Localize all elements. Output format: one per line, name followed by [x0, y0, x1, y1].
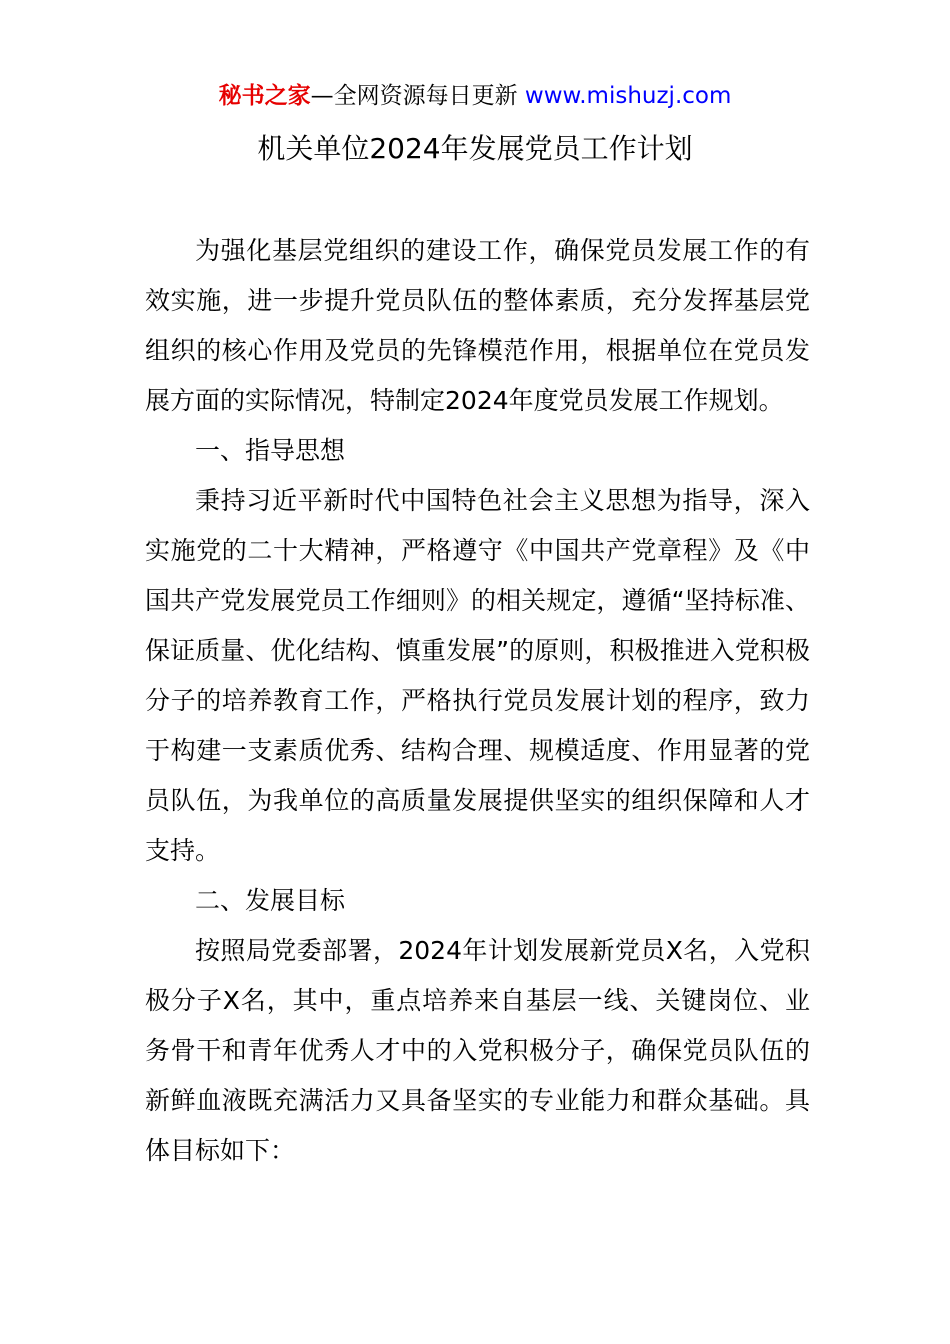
brand-name: 秘书之家: [218, 83, 311, 109]
document-body: [145, 226, 810, 1176]
document-title: 机关单位2024年发展党员工作计划: [257, 132, 693, 165]
guiding-ideology-paragraph: 秉持习近平新时代中国特色社会主义思想为指导，深入实施党的二十大精神，严格遵守《中国共产党章程》及《中国共产党发展党员工作细则》的相关规定，遵循“坚持标准、保证质量、优化结构、慎重发展”的原则，积极推进入党积极分子的培养教育工作，严格执行党员发展计划的程序，致力于构建一支素质优秀、结构合理、规模适度、作用显著的党员队伍，为我单位的高质量发展提供坚实的组织保障和人才支持。: [145, 486, 810, 865]
site-url-link[interactable]: www.mishuzj.com: [524, 83, 732, 109]
intro-paragraph: 为强化基层党组织的建设工作，确保党员发展工作的有效实施，进一步提升党员队伍的整体素质，充分发挥基层党组织的核心作用及党员的先锋模范作用，根据单位在党员发展方面的实际情况，特制定2024年度党员发展工作规划。: [145, 236, 810, 415]
section-heading-development-goals: 二、发展目标: [195, 886, 346, 915]
section-heading-guiding-ideology: 一、指导思想: [195, 436, 346, 465]
header-tagline: —全网资源每日更新: [310, 83, 525, 109]
site-header: [0, 80, 950, 112]
development-goals-paragraph: 按照局党委部署，2024年计划发展新党员X名，入党积极分子X名，其中，重点培养来自基层一线、关键岗位、业务骨干和青年优秀人才中的入党积极分子，确保党员队伍的新鲜血液既充满活力又具备坚实的专业能力和群众基础。具体目标如下：: [145, 936, 810, 1165]
